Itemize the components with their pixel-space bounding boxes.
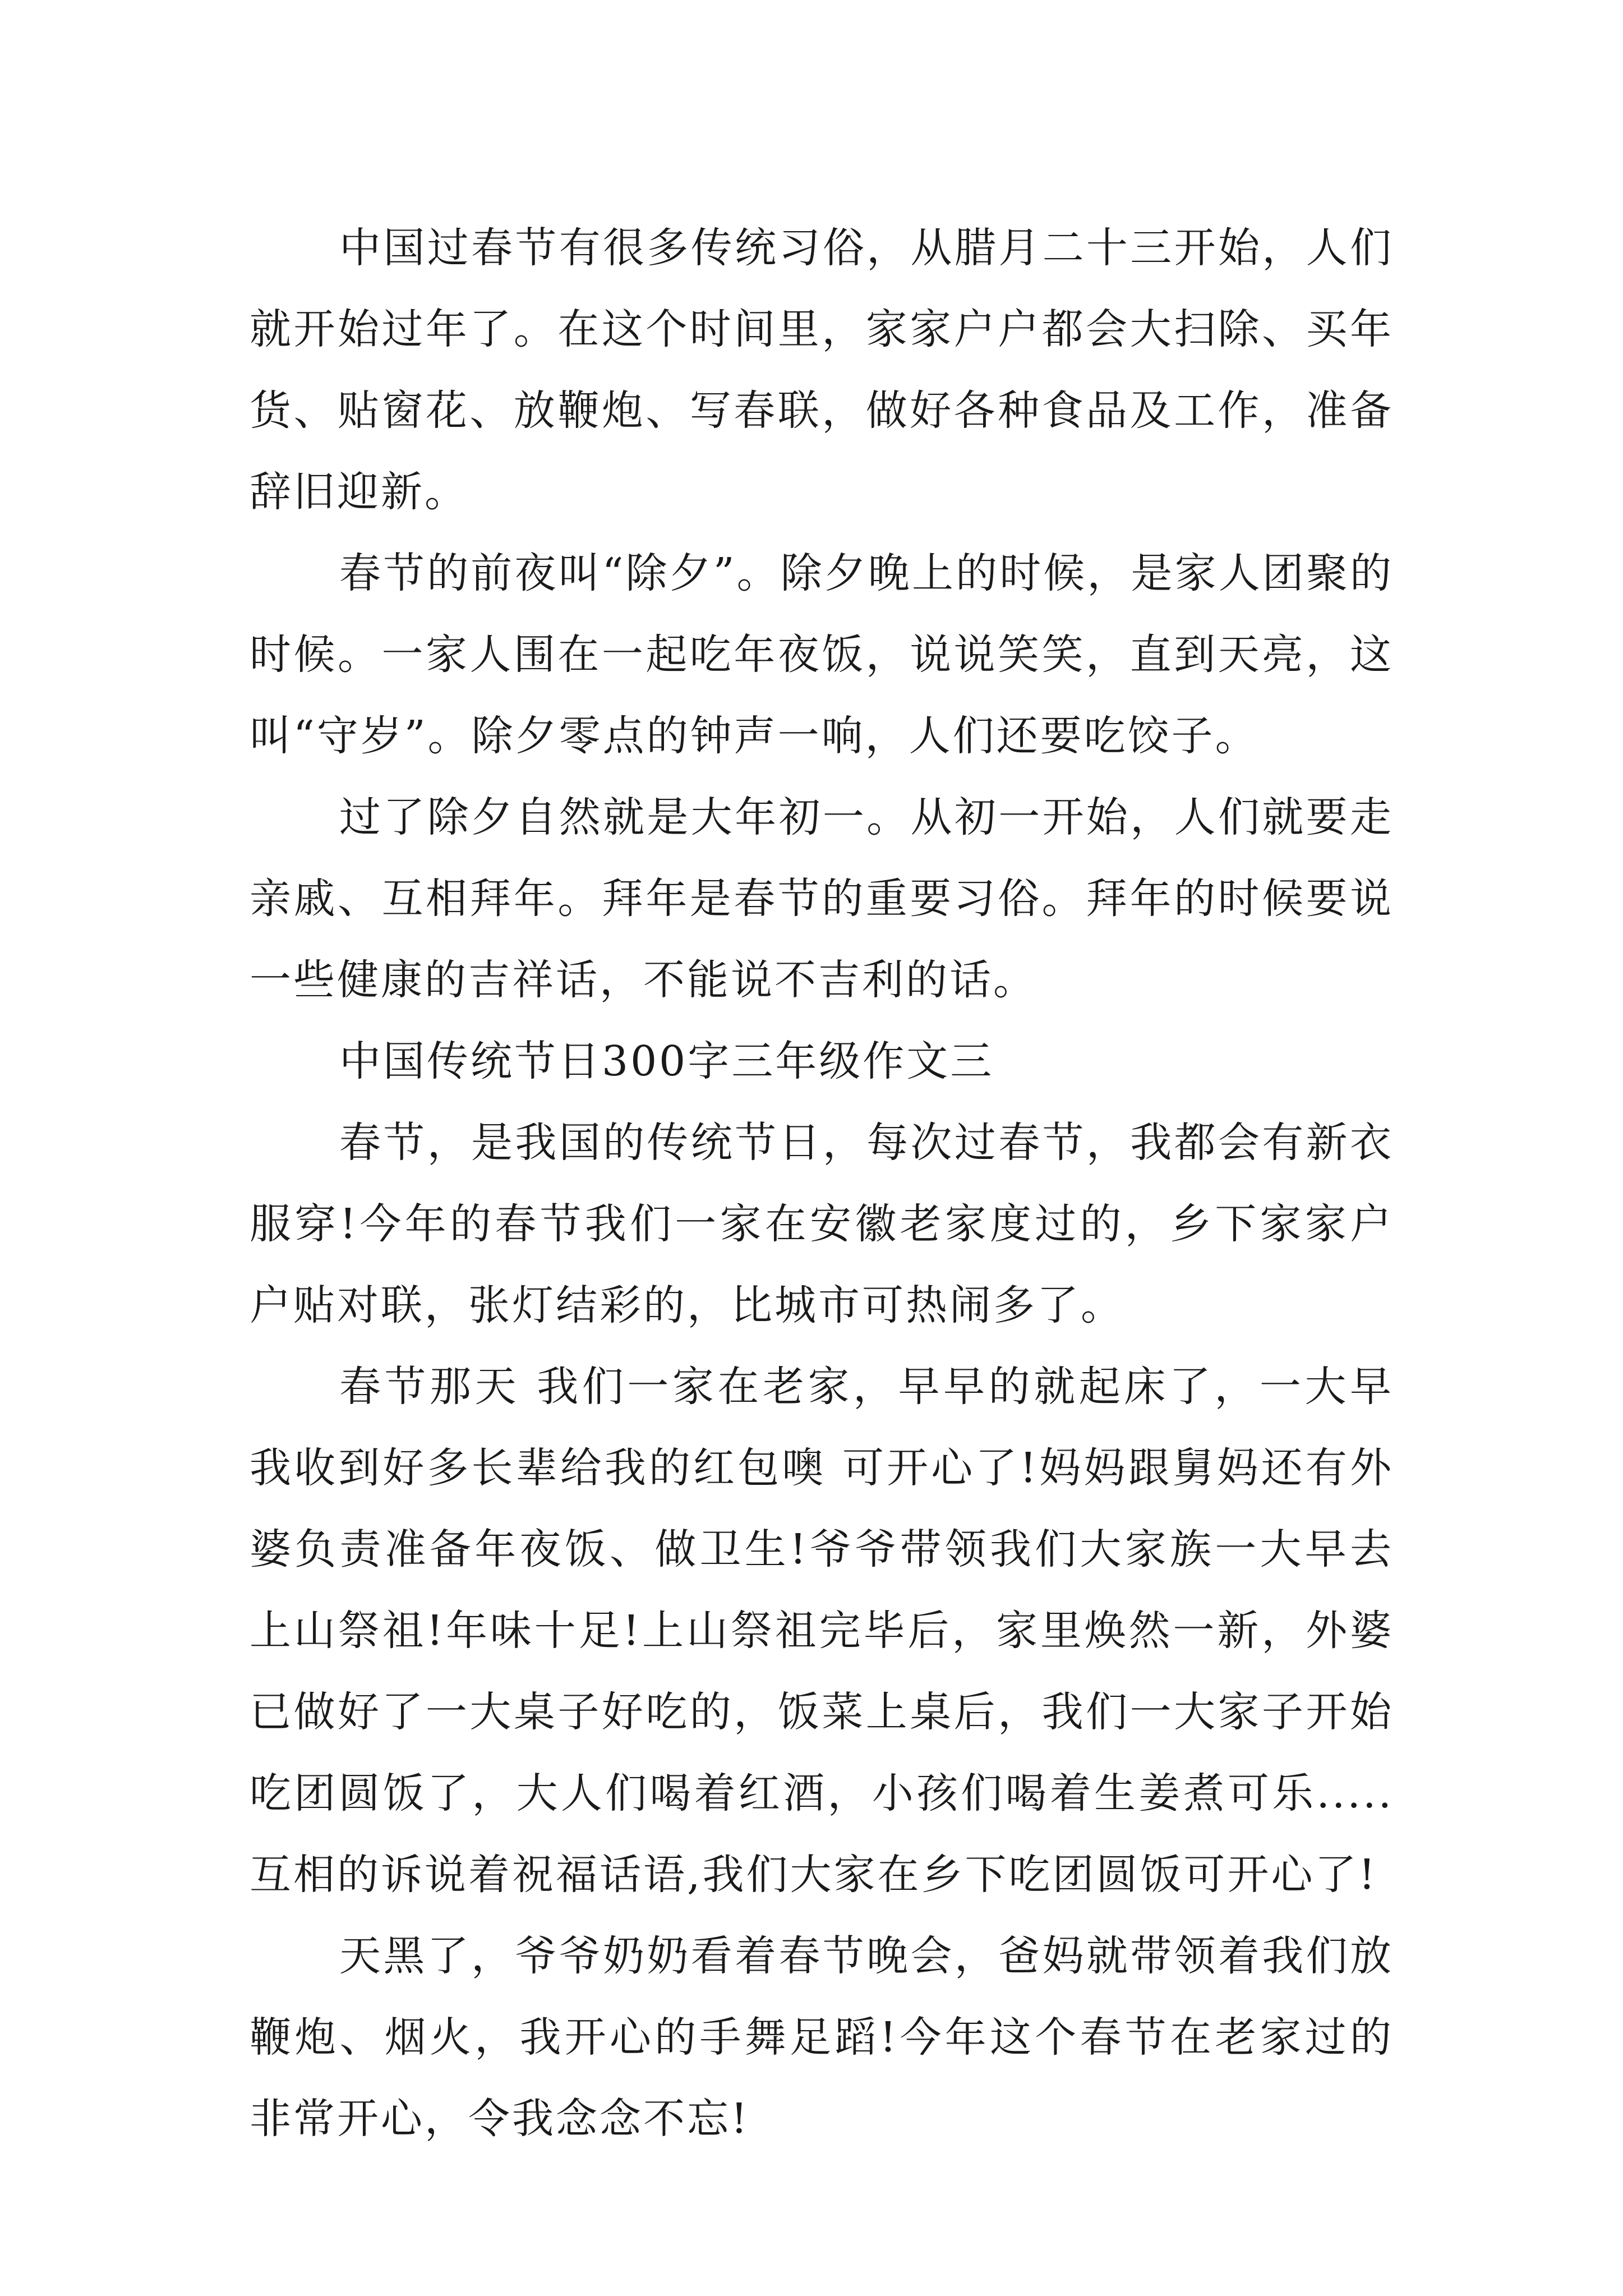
paragraph-1: 中国过春节有很多传统习俗，从腊月二十三开始，人们就开始过年了。在这个时间里，家家户户都会大扫除、买年货、贴窗花、放鞭炮、写春联，做好各种食品及工作，准备辞旧迎新。	[250, 224, 1394, 516]
paragraph-3: 过了除夕自然就是大年初一。从初一开始，人们就要走亲戚、互相拜年。拜年是春节的重要习俗。拜年的时候要说一些健康的吉祥话，不能说不吉利的话。	[250, 793, 1394, 1004]
document-body	[250, 208, 1394, 2160]
section-title: 中国传统节日300字三年级作文三	[339, 1037, 994, 1085]
paragraph-2: 春节的前夜叫“除夕”。除夕晚上的时候，是家人团聚的时候。一家人围在一起吃年夜饭，说说笑笑，直到天亮，这叫“守岁”。除夕零点的钟声一响，人们还要吃饺子。	[250, 549, 1394, 760]
paragraph-4: 春节，是我国的传统节日，每次过春节，我都会有新衣服穿!今年的春节我们一家在安徽老家度过的，乡下家家户户贴对联，张灯结彩的，比城市可热闹多了。	[250, 1119, 1394, 1329]
paragraph-6: 天黑了，爷爷奶奶看着春节晚会，爸妈就带领着我们放鞭炮、烟火，我开心的手舞足蹈!今年这个春节在老家过的非常开心，令我念念不忘!	[250, 1932, 1394, 2143]
paragraph-5: 春节那天 我们一家在老家，早早的就起床了，一大早我收到好多长辈给我的红包噢 可开心了!妈妈跟舅妈还有外婆负责准备年夜饭、做卫生!爷爷带领我们大家族一大早去上山祭祖!年味十足!上山祭祖完毕后，家里焕然一新，外婆已做好了一大桌子好吃的，饭菜上桌后，我们一大家子开始吃团圆饭了，大人们喝着红酒，小孩们喝着生姜煮可乐.....互相的诉说着祝福话语,我们大家在乡下吃团圆饭可开心了!	[250, 1363, 1394, 1899]
